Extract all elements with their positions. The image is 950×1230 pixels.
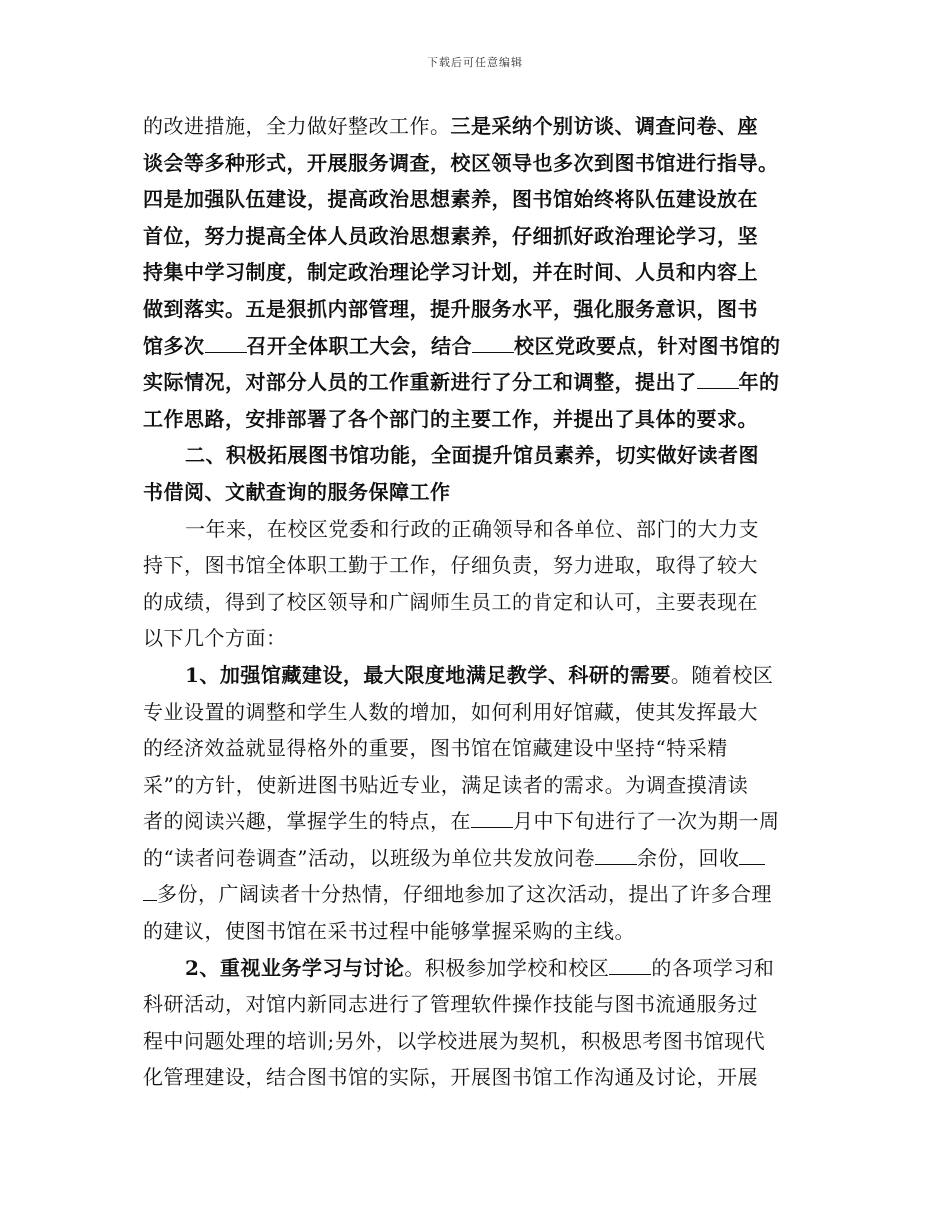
bold-text-segment: 馆多次 [143,333,205,358]
bold-text-segment: 工作思路，安排部署了各个部门的主要工作，并提出了具体的要求。 [143,406,758,431]
bold-text-segment: 1、加强馆藏建设，最大限度地满足教学、科研的需要 [185,662,671,687]
bold-text-segment: 三是采纳个别访谈、调查问卷、座 [450,114,758,138]
text-segment: 。积极参加学校和校区 [404,955,610,980]
text-line [143,181,807,218]
text-line [143,950,807,987]
text-line [143,547,807,584]
text-segment: 一年来，在校区党委和行政的正确领导和各单位、部门的大力支 [185,516,759,541]
text-line [143,474,807,511]
text-line [143,218,807,255]
bold-text-segment: 校区党政要点，针对图书馆的 [514,333,781,358]
text-line [143,511,807,548]
text-line [143,145,807,182]
text-line [143,657,807,694]
bold-text-segment: 谈会等多种形式，开展服务调查，校区领导也多次到图书馆进行指导。 [143,150,779,175]
bold-text-segment: 实际情况，对部分人员的工作重新进行了分工和调整，提出了 [143,370,697,395]
text-segment: 以下几个方面： [143,626,287,651]
text-segment: 的各项学习和 [651,955,775,980]
text-line [143,401,807,438]
text-segment: 的经济效益就显得格外的重要，图书馆在馆藏建设中坚持“特采精 [143,736,728,761]
text-segment: 的成绩，得到了校区领导和广阔师生员工的肯定和认可，主要表现在 [143,589,758,614]
text-line [143,986,807,1023]
bold-text-segment: 首位，努力提高全体人员政治思想素养，仔细抓好政治理论学习，坚 [143,223,758,248]
bold-text-segment: 2、重视业务学习与讨论 [185,955,405,980]
text-line [143,694,807,731]
text-segment: 。随着校区 [670,662,774,687]
text-segment: 月中下旬进行了一次为期一周 [513,809,780,834]
text-segment: 的建议，使图书馆在采书过程中能够掌握采购的主线。 [143,919,635,944]
text-segment: 专业设置的调整和学生人数的增加，如何利用好馆藏，使其发挥最大 [143,699,758,724]
bold-text-segment: 书借阅、文献查询的服务保障工作 [143,479,451,504]
text-line [143,620,807,657]
bold-text-segment: 持集中学习制度，制定政治理论学习计划，并在时间、人员和内容上 [143,260,758,285]
text-segment: 程中问题处理的培训;另外，以学校进展为契机，积极思考图书馆现代 [143,1028,766,1053]
page-header: 下载后可任意编辑 [427,56,523,69]
text-segment: 者的阅读兴趣，掌握学生的特点，在 [143,809,471,834]
text-line [143,730,807,767]
text-segment: 余份，回收 [636,845,740,870]
text-segment: 的“读者问卷调查”活动，以班级为单位共发放问卷 [143,845,595,870]
bold-text-segment: 年的 [738,370,780,395]
text-line [143,876,807,913]
text-line [143,584,807,621]
text-line [143,364,807,401]
text-line [143,767,807,804]
bold-text-segment: 做到落实。五是狠抓内部管理，提升服务水平，强化服务意识，图书 [143,296,758,321]
text-line [143,803,807,840]
text-line [143,437,807,474]
fill-in-blank [472,336,514,353]
fill-in-blank [595,848,637,865]
text-segment: 持下，图书馆全体职工勤于工作，仔细负责，努力进取，取得了较大 [143,553,758,578]
fill-in-blank [609,958,651,975]
fill-in-blank [739,848,765,865]
fill-in-blank [143,884,157,901]
text-segment: 多份，广阔读者十分热情，仔细地参加了这次活动，提出了许多合理 [157,882,772,907]
fill-in-blank [205,336,247,353]
text-line [143,1023,807,1060]
text-segment: 的改进措施，全力做好整改工作。 [143,114,451,138]
fill-in-blank [471,811,513,828]
text-segment: 采”的方针，使新进图书贴近专业，满足读者的需求。为调查摸清读 [143,772,749,797]
text-segment: 科研活动，对馆内新同志进行了管理软件操作技能与图书流通服务过 [143,992,758,1017]
fill-in-blank [697,372,739,389]
bold-text-segment: 四是加强队伍建设，提高政治思想素养，图书馆始终将队伍建设放在 [143,187,758,212]
body-text [143,108,807,1096]
bold-text-segment: 二、积极拓展图书馆功能，全面提升馆员素养，切实做好读者图 [185,443,759,468]
text-line [143,913,807,950]
text-line [143,108,807,145]
text-line [143,254,807,291]
text-line [143,1059,807,1096]
bold-text-segment: 召开全体职工大会，结合 [246,333,472,358]
text-line [143,840,807,877]
text-line [143,328,807,365]
text-line [143,291,807,328]
text-segment: 化管理建设，结合图书馆的实际，开展图书馆工作沟通及讨论，开展 [143,1065,758,1090]
